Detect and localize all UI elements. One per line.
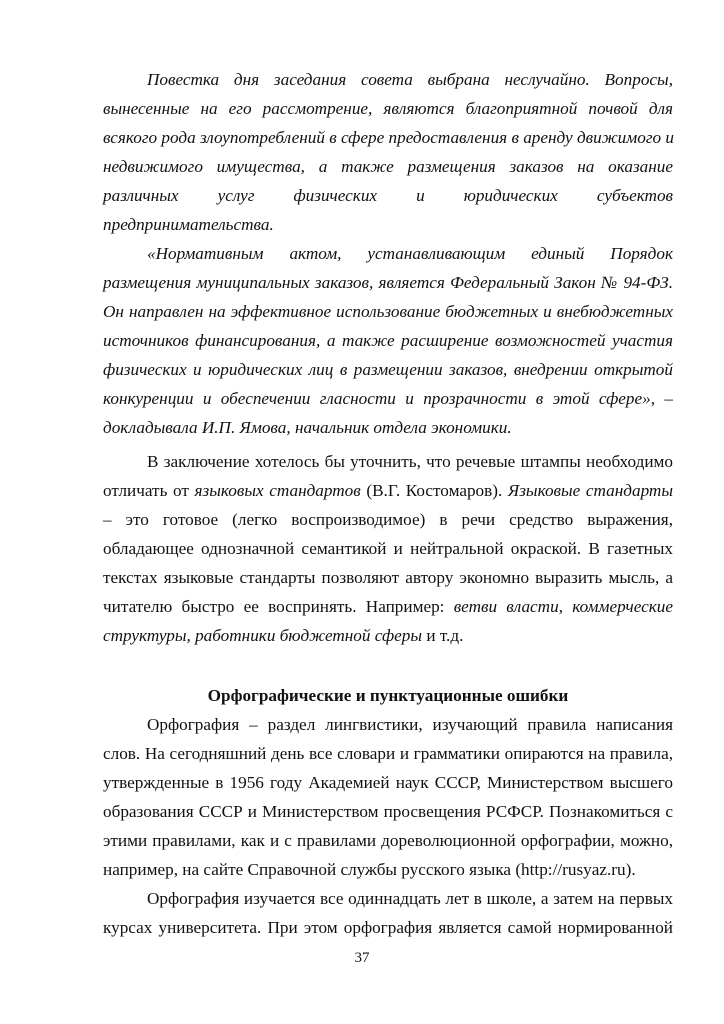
- text-run: читателю быстро ее воспринять. Например:: [103, 597, 454, 616]
- text-line: Орфография – раздел лингвистики, изучающий правила написания: [147, 715, 673, 734]
- text-line: [103, 597, 673, 617]
- text-run: отличать от: [103, 481, 195, 500]
- text-line: обладающее однозначной семантикой и нейтральной окраской. В газетных: [103, 539, 673, 558]
- italic-term: языковых стандартов: [194, 481, 361, 500]
- page-number: 37: [354, 950, 370, 966]
- text-line: «Нормативным актом, устанавливающим единый Порядок: [147, 244, 673, 263]
- text-line: слов. На сегодняшний день все словари и грамматики опираются на правила,: [103, 744, 673, 763]
- text-run: (В.Г. Костомаров).: [360, 481, 508, 500]
- text-line: В заключение хотелось бы уточнить, что речевые штампы необходимо: [147, 452, 673, 471]
- text-line: размещения муниципальных заказов, является Федеральный Закон № 94-ФЗ.: [103, 273, 673, 292]
- text-line: конкуренции и обеспечении гласности и прозрачности в этой сфере», –: [103, 389, 673, 408]
- text-line: курсах университета. При этом орфография является самой нормированной: [103, 918, 673, 937]
- text-line: образования СССР и Министерством просвещения РСФСР. Познакомиться с: [103, 802, 673, 821]
- text-line: этими правилами, как и с правилами дореволюционной орфографии, можно,: [103, 831, 673, 850]
- text-line: вынесенные на его рассмотрение, являются благоприятной почвой для: [103, 99, 673, 118]
- text-line: Орфография изучается все одиннадцать лет в школе, а затем на первых: [147, 889, 673, 908]
- text-line: – это готовое (легко воспроизводимое) в речи средство выражения,: [103, 510, 673, 529]
- text-line: предпринимательства.: [103, 215, 274, 234]
- text-line: [103, 626, 673, 646]
- text-line: например, на сайте Справочной службы русского языка (http://rusyaz.ru).: [103, 860, 636, 879]
- text-line: утвержденные в 1956 году Академией наук СССР, Министерством высшего: [103, 773, 673, 792]
- text-run: и т.д.: [422, 626, 464, 645]
- italic-term: Языковые стандарты: [507, 481, 673, 500]
- text-line: текстах языковые стандарты позволяют автору экономно выразить мысль, а: [103, 568, 673, 587]
- text-line: Повестка дня заседания совета выбрана неслучайно. Вопросы,: [147, 70, 673, 89]
- italic-term: структуры, работники бюджетной сферы: [103, 626, 423, 645]
- text-line: недвижимого имущества, а также размещения заказов на оказание: [103, 157, 673, 176]
- text-line: Он направлен на эффективное использование бюджетных и внебюджетных: [103, 302, 673, 321]
- section-heading: Орфографические и пунктуационные ошибки: [207, 686, 569, 705]
- italic-term: ветви власти, коммерческие: [453, 597, 673, 616]
- text-line: источников финансирования, а также расширение возможностей участия: [103, 331, 673, 350]
- text-line: докладывала И.П. Ямова, начальник отдела экономики.: [103, 418, 512, 437]
- text-line: различных услуг физических и юридических субъектов: [103, 186, 673, 205]
- text-line: всякого рода злоупотреблений в сфере предоставления в аренду движимого и: [103, 128, 675, 147]
- text-line: [103, 481, 673, 501]
- text-line: физических и юридических лиц в размещении заказов, внедрении открытой: [103, 360, 673, 379]
